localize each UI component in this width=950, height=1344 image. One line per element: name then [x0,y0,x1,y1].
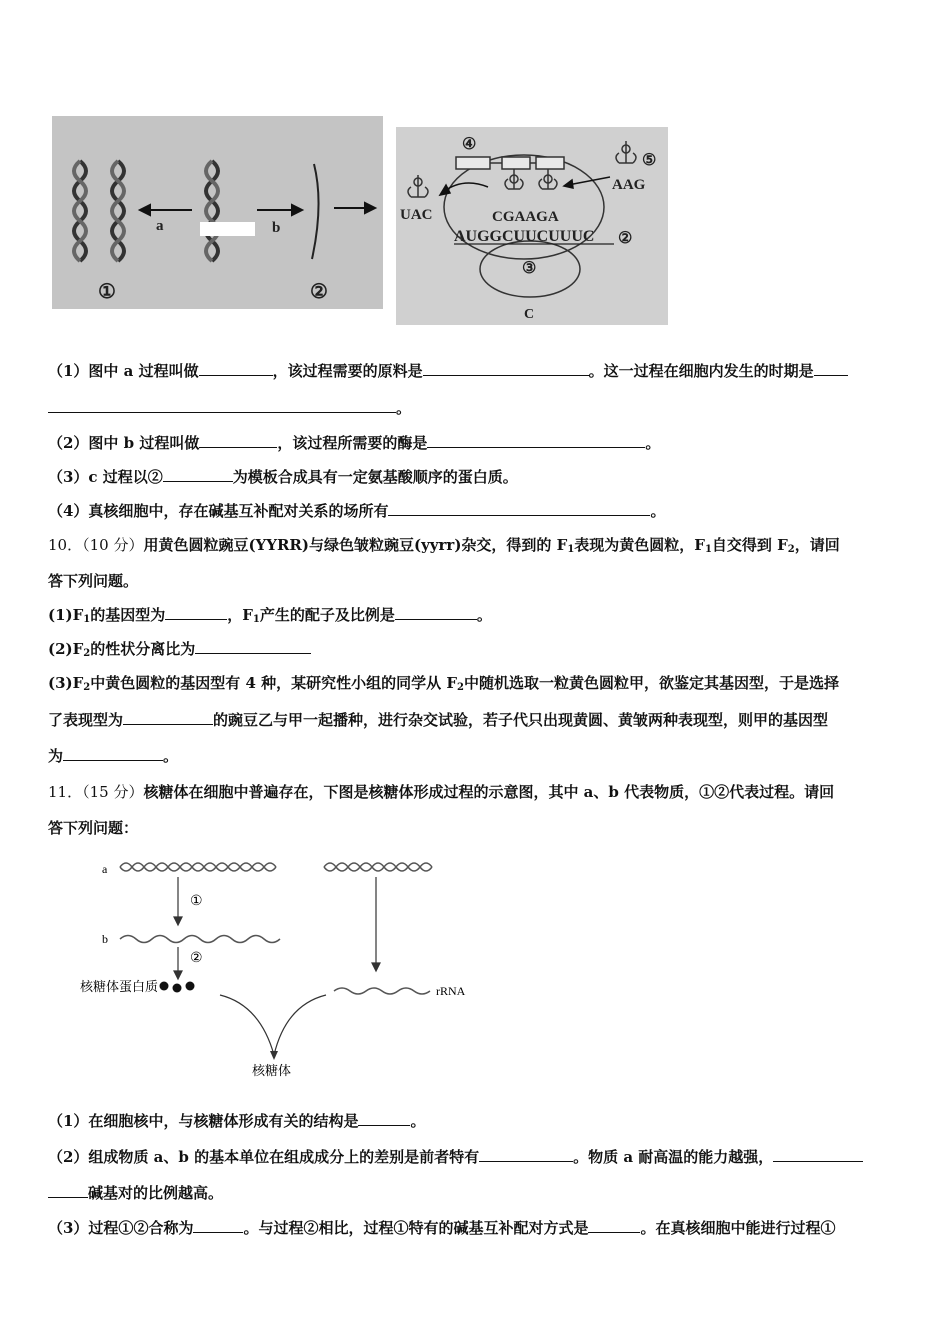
answer-blank[interactable] [48,398,396,413]
dna-right [324,863,432,871]
answer-blank[interactable] [479,1147,573,1162]
figure-translation [396,127,668,325]
label-ribosome-protein: 核糖体蛋白质 [80,980,159,995]
answer-blank[interactable] [195,639,311,654]
q11-stem-line2: 答下列问题： [48,819,139,837]
label-c: C [524,307,535,322]
figure-replication-transcription [52,116,383,309]
answer-blank[interactable] [814,361,848,376]
label-circle-3: ③ [522,260,537,277]
label-circle-2: ② [310,281,328,303]
q11-part3: （3）过程①②合称为 。与过程②相比，过程①特有的碱基互补配对方式是 。在真核细胞中能进行过程① [48,1219,836,1237]
label-circle-5: ⑤ [642,152,657,169]
q11-part2-line1: （2）组成物质 a、b 的基本单位在组成成分上的差别是前者特有 。物质 a 耐高温的能力越强， [48,1147,863,1167]
label-step2: ② [190,951,203,966]
q9-part3: （3）c 过程以② 为模板合成具有一定氨基酸顺序的蛋白质。 [48,468,518,486]
label-circle-1: ① [98,281,116,303]
label-step1: ① [190,894,203,909]
answer-blank[interactable] [388,501,650,516]
answer-blank[interactable] [163,467,233,482]
answer-blank[interactable] [423,361,589,376]
figure-ribosome-formation [80,855,500,1080]
q11-part2-line2: 碱基对的比例越高。 [48,1183,223,1203]
label-ribosome: 核糖体 [252,1064,292,1079]
answer-blank[interactable] [427,433,645,448]
q9-part2: （2）图中 b 过程叫做 ，该过程所需要的酶是 。 [48,434,661,452]
label-rrna: rRNA [436,984,466,998]
answer-blank[interactable] [165,605,227,620]
answer-blank[interactable] [199,361,273,376]
rrna-strand [334,988,430,994]
label-aag: AAG [612,177,646,193]
q10-part3-line3: 为 。 [48,747,179,765]
arrow-to-rrna [372,877,380,971]
dna-a-left [120,863,276,871]
answer-blank[interactable] [48,1183,88,1198]
label-a: a [102,862,108,876]
label-a: a [156,218,164,234]
q11-part1: （1）在细胞核中，与核糖体形成有关的结构是 。 [48,1112,426,1130]
q10-part2: (2)F2的性状分离比为 [48,639,311,664]
q9-part1-line1: （1）图中 a 过程叫做 ，该过程需要的原料是 。这一过程在细胞内发生的时期是 [48,361,848,381]
answer-blank[interactable] [63,746,163,761]
q10-part1: (1)F1的基因型为 ，F1产生的配子及比例是 。 [48,606,492,625]
q10-stem-line2: 答下列问题。 [48,572,139,590]
answer-blank[interactable] [773,1147,863,1162]
answer-blank[interactable] [193,1218,243,1233]
label-b: b [102,932,108,946]
q9-part1-line2: 。 [48,398,411,418]
q10-stem-line1: 10．（10 分）用黄色圆粒豌豆(YYRR)与绿色皱粒豌豆(yyrr)杂交，得到的 F1表现为黄色圆粒，F1自交得到 F2，请回 [48,536,840,555]
answer-blank[interactable] [395,605,477,620]
label-b: b [272,220,281,236]
label-circle-4: ④ [462,136,477,153]
answer-blank[interactable] [123,710,213,725]
arrow-step1 [174,877,182,925]
q10-part3-line2: 了表现型为 的豌豆乙与甲一起播种，进行杂交试验，若子代只出现黄圆、黄皱两种表现型，则甲的基因型 [48,711,829,729]
q11-stem-line1: 11．（15 分）核糖体在细胞中普遍存在，下图是核糖体形成过程的示意图，其中 a、b 代表物质，①②代表过程。请回 [48,783,835,801]
label-anticodons: CGAAGA [492,209,559,225]
answer-blank[interactable] [358,1111,410,1126]
mrna-b [120,936,280,943]
label-circle-2b: ② [618,230,633,247]
answer-blank[interactable] [588,1218,640,1233]
q9-part4: （4）真核细胞中，存在碱基互补配对关系的场所有 。 [48,502,666,520]
peptide-chain [456,157,564,169]
protein-dots [160,982,195,993]
q10-part3-line1: (3)F2中黄色圆粒的基因型有 4 种，某研究性小组的同学从 F2中随机选取一粒黄色圆粒甲，欲鉴定其基因型，于是选择 [48,674,839,693]
answer-blank[interactable] [199,433,277,448]
arrow-step2 [174,947,182,979]
label-uac: UAC [400,207,433,223]
label-mrna-sequence: AUGGCUUCUUUC [454,228,595,245]
